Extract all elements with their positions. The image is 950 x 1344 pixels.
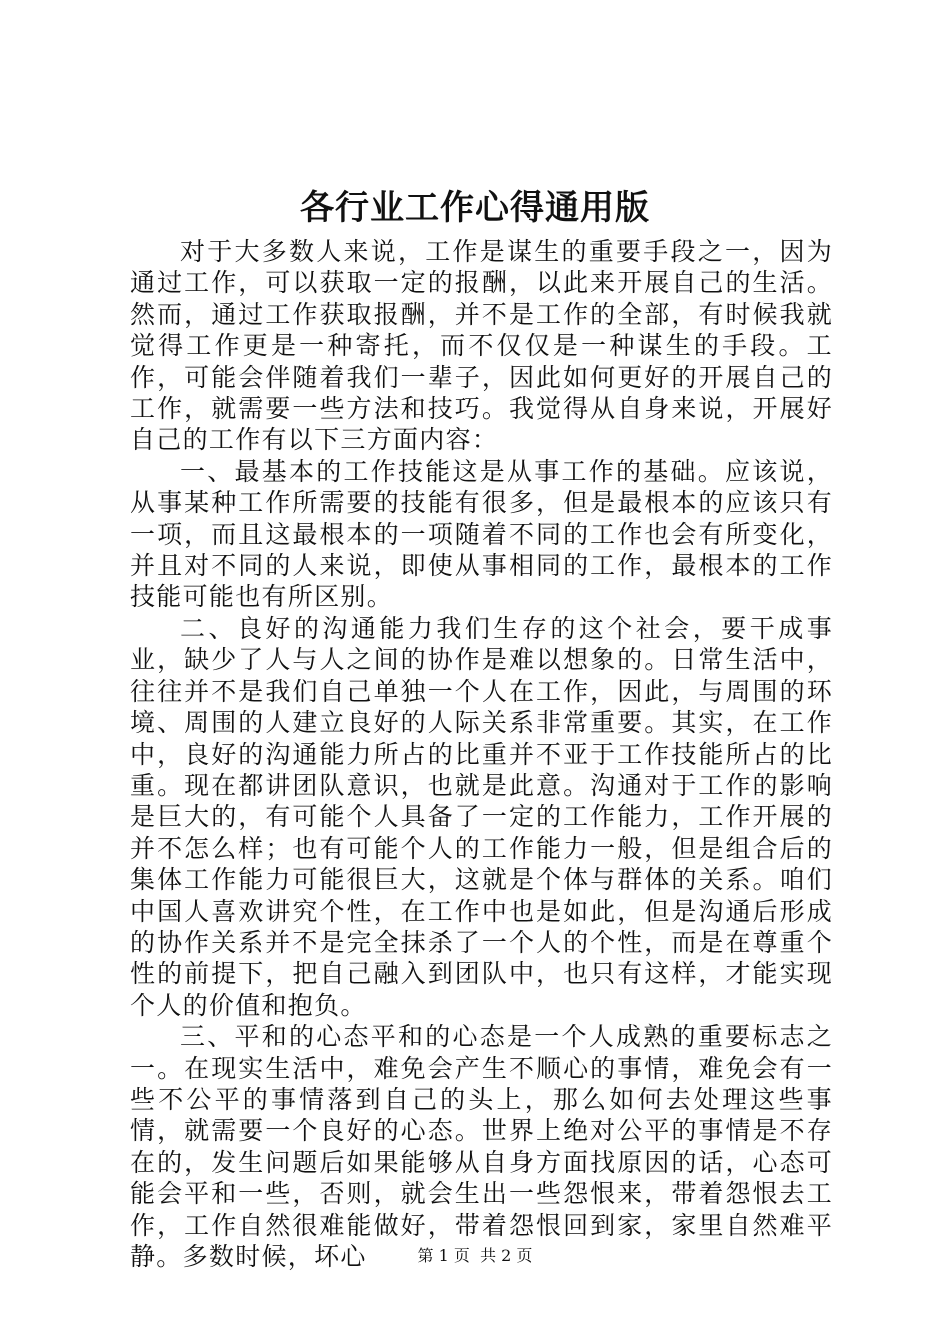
document-body (130, 236, 833, 1272)
page-footer (0, 1244, 950, 1268)
page-number-label: 第 1 页 共 2 页 (417, 1246, 533, 1265)
document-title: 各行业工作心得通用版 (300, 188, 650, 228)
paragraph-attitude: 三、平和的心态平和的心态是一个人成熟的重要标志之一。在现实生活中，难免会产生不顺心的事情，难免会有一些不公平的事情落到自己的头上，那么如何去处理这些事情，就需要一个良好的心态。世界上绝对公平的事情是不存在的，发生问题后如果能够从自身方面找原因的话，心态可能会平和一些，否则，就会生出一些怨恨来，带着怨恨去工作，工作自然很难能做好，带着怨恨回到家，家里自然难平静。多数时候，坏心 (130, 1022, 833, 1271)
paragraph-intro: 对于大多数人来说，工作是谋生的重要手段之一，因为通过工作，可以获取一定的报酬，以此来开展自己的生活。然而，通过工作获取报酬，并不是工作的全部，有时候我就觉得工作更是一种寄托，而不仅仅是一种谋生的手段。工作，可能会伴随着我们一辈子，因此如何更好的开展自己的工作，就需要一些方法和技巧。我觉得从自身来说，开展好自己的工作有以下三方面内容： (130, 237, 833, 455)
paragraph-skills: 一、最基本的工作技能这是从事工作的基础。应该说，从事某种工作所需要的技能有很多，但是最根本的应该只有一项，而且这最根本的一项随着不同的工作也会有所变化，并且对不同的人来说，即使从事相同的工作，最根本的工作技能可能也有所区别。 (130, 456, 833, 612)
paragraph-communication: 二、良好的沟通能力我们生存的这个社会，要干成事业，缺少了人与人之间的协作是难以想象的。日常生活中，往往并不是我们自己单独一个人在工作，因此，与周围的环境、周围的人建立良好的人际关系非常重要。其实，在工作中，良好的沟通能力所占的比重并不亚于工作技能所占的比重。现在都讲团队意识，也就是此意。沟通对于工作的影响是巨大的，有可能个人具备了一定的工作能力，工作开展的并不怎么样；也有可能个人的工作能力一般，但是组合后的集体工作能力可能很巨大，这就是个体与群体的关系。咱们中国人喜欢讲究个性，在工作中也是如此，但是沟通后形成的协作关系并不是完全抹杀了一个人的个性，而是在尊重个性的前提下，把自己融入到团队中，也只有这样，才能实现个人的价值和抱负。 (130, 613, 833, 1020)
